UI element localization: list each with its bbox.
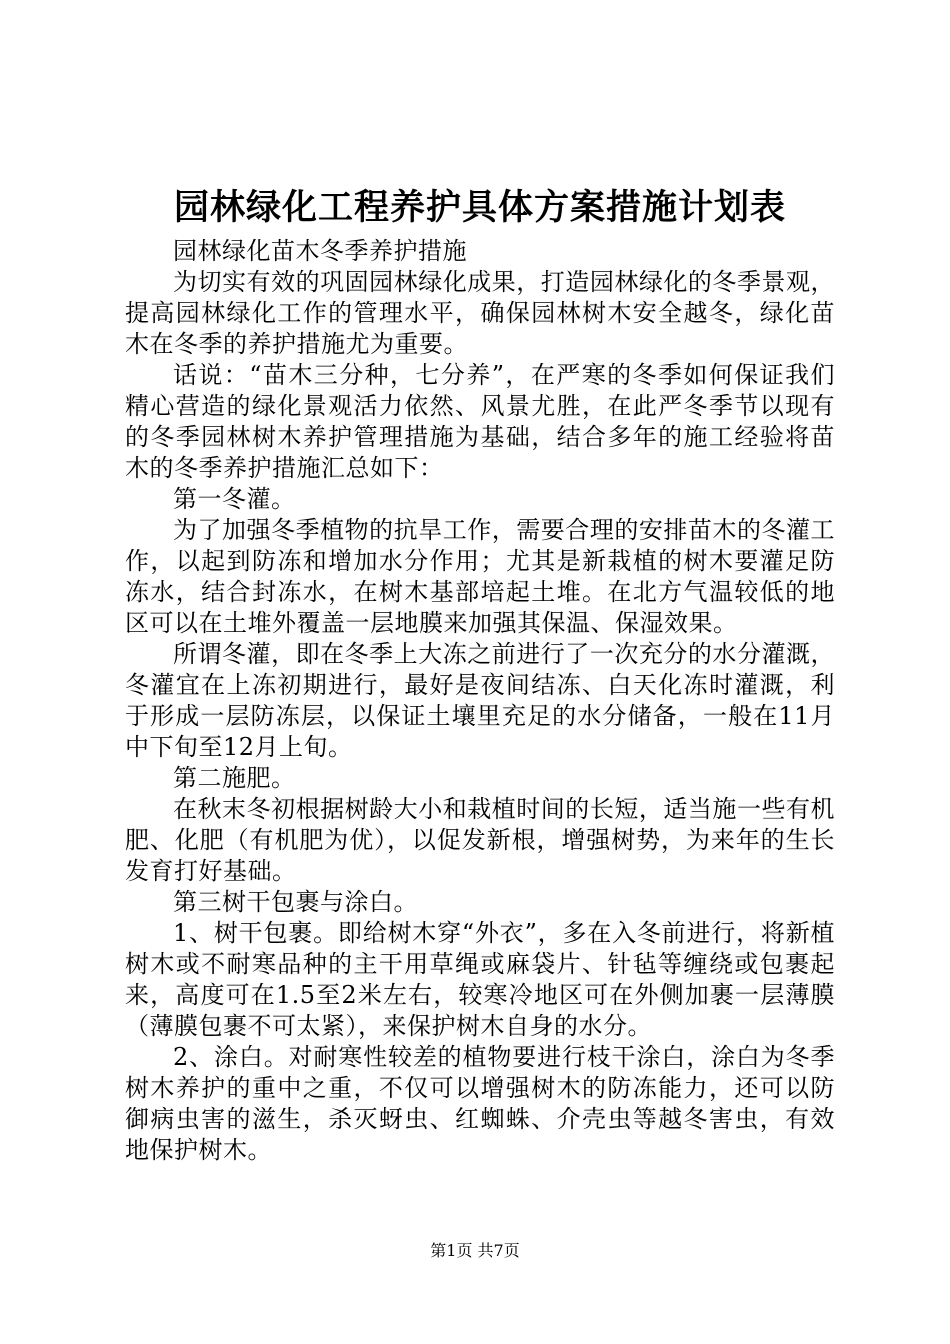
document-body xyxy=(125,236,835,1166)
paragraph-saying: 话说：“苗木三分种，七分养”，在严寒的冬季如何保证我们精心营造的绿化景观活力依然、风景尤胜，在此严冬季节以现有的冬季园林树木养护管理措施为基础，结合多年的施工经验将苗木的冬季养护措施汇总如下： xyxy=(125,361,835,482)
paragraph-trunk-wrapping: 1、树干包裹。即给树木穿“外衣”，多在入冬前进行，将新植树木或不耐寒品种的主干用草绳或麻袋片、针毡等缠绕或包裹起来，高度可在1.5至2米左右，较寒冷地区可在外侧加裹一层薄膜（薄膜包裹不可太紧），来保护树木自身的水分。 xyxy=(125,919,835,1040)
paragraph-fertilizing: 在秋末冬初根据树龄大小和栽植时间的长短，适当施一些有机肥、化肥（有机肥为优），以促发新根，增强树势，为来年的生长发育打好基础。 xyxy=(125,795,835,885)
paragraph-irrigation-work: 为了加强冬季植物的抗旱工作，需要合理的安排苗木的冬灌工作，以起到防冻和增加水分作用；尤其是新栽植的树木要灌足防冻水，结合封冻水，在树木基部培起土堆。在北方气温较低的地区可以在土堆外覆盖一层地膜来加强其保温、保湿效果。 xyxy=(125,516,835,637)
section-heading-winter-irrigation: 第一冬灌。 xyxy=(173,485,296,513)
section-heading-fertilizing: 第二施肥。 xyxy=(173,764,296,792)
paragraph-subtitle: 园林绿化苗木冬季养护措施 xyxy=(173,237,467,265)
document-page xyxy=(125,0,835,1344)
paragraph-irrigation-definition: 所谓冬灌，即在冬季上大冻之前进行了一次充分的水分灌溉，冬灌宜在上冻初期进行，最好是夜间结冻、白天化冻时灌溉，利于形成一层防冻层，以保证土壤里充足的水分储备，一般在11月中下旬至12月上旬。 xyxy=(125,640,835,761)
paragraph-intro: 为切实有效的巩固园林绿化成果，打造园林绿化的冬季景观，提高园林绿化工作的管理水平，确保园林树木安全越冬，绿化苗木在冬季的养护措施尤为重要。 xyxy=(125,268,835,358)
page-footer: 第1页 共7页 xyxy=(430,1241,520,1260)
section-heading-trunk-wrapping: 第三树干包裹与涂白。 xyxy=(173,888,418,916)
document-title: 园林绿化工程养护具体方案措施计划表 xyxy=(173,187,786,228)
paragraph-whitewashing: 2、涂白。对耐寒性较差的植物要进行枝干涂白，涂白为冬季树木养护的重中之重，不仅可以增强树木的防冻能力，还可以防御病虫害的滋生，杀灭蚜虫、红蜘蛛、介壳虫等越冬害虫，有效地保护树木。 xyxy=(125,1043,835,1164)
